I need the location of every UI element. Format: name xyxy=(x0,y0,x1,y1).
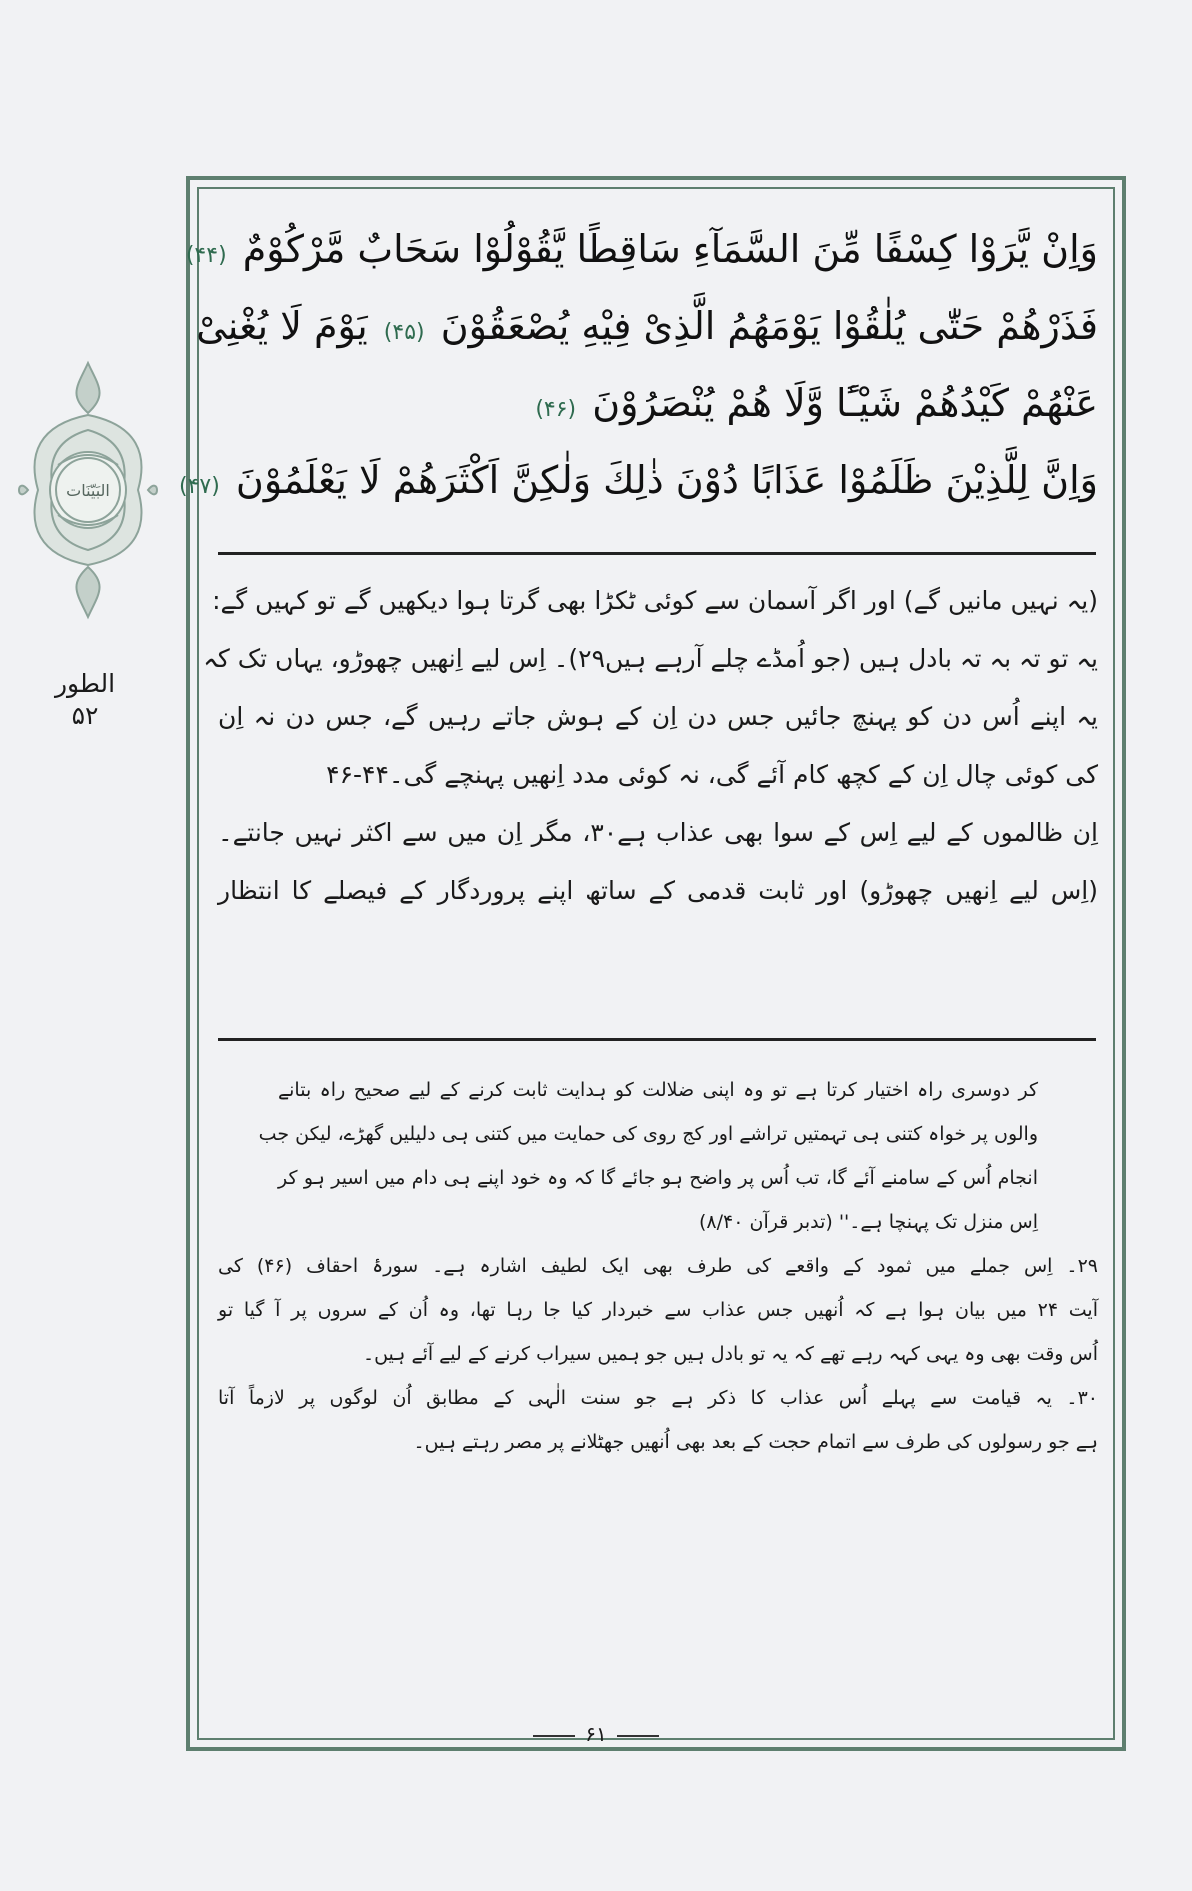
commentary-line: ۲۹۔ اِس جملے میں ثمود کے واقعے کی طرف بھی ایک لطیف اشارہ ہے۔ سورۂ احقاف (۴۶) کی xyxy=(218,1255,1098,1277)
commentary-line: آیت ۲۴ میں بیان ہوا ہے کہ اُنھیں جس عذاب سے خبردار کیا جا رہا تھا، وہ اُن کے سروں پر آ گیا تو xyxy=(218,1299,1099,1321)
verse-line-4 xyxy=(179,445,1098,522)
translation-block xyxy=(203,572,1098,920)
ornament-text: البَیّنَات xyxy=(66,481,110,500)
verse-marker-icon: (۴۵) xyxy=(383,320,425,345)
verse-marker-icon: (۴۶) xyxy=(535,397,577,422)
commentary-line: کر دوسری راہ اختیار کرتا ہے تو وہ اپنی ضلالت کو ہدایت ثابت کرنے کے لیے صحیح راہ بتانے xyxy=(278,1079,1038,1101)
verse-line-3 xyxy=(218,368,1098,445)
verse-marker-icon: (۴۷) xyxy=(179,474,220,499)
verse-text: وَاِنْ یَّرَوْا کِسْفًا مِّنَ السَّمَآءِ سَاقِطًا یَّقُوْلُوْا سَحَابٌ مَّرْکُوْمٌ xyxy=(242,227,1098,271)
commentary-line: والوں پر خواہ کتنی ہی تہمتیں تراشے اور کج روی کی حمایت میں کتنی ہی دلیلیں گھڑے، لیکن جب xyxy=(258,1123,1038,1145)
verse-line-2 xyxy=(196,291,1098,368)
surah-label xyxy=(45,668,125,732)
surah-ornament-medallion xyxy=(8,355,168,625)
commentary-block xyxy=(218,1068,1098,1464)
surah-number: ۵۲ xyxy=(71,701,99,730)
translation-line: کی کوئی چال اِن کے کچھ کام آئے گی، نہ کوئی مدد اِنھیں پہنچے گی۔۴۴-۴۶ xyxy=(326,760,1098,789)
verse-marker-icon: (۴۴) xyxy=(185,243,227,268)
surah-name: الطور xyxy=(54,669,116,698)
verse-text: فَذَرْهُمْ حَتّٰی یُلٰقُوْا یَوْمَهُمُ الَّذِیْ فِیْهِ یُصْعَقُوْنَ xyxy=(440,304,1098,348)
footnote-29 xyxy=(218,1244,1098,1376)
translation-line: یہ اپنے اُس دن کو پہنچ جائیں جس دن اِن کے ہوش جاتے رہیں گے، جس دن نہ اِن xyxy=(218,702,1098,731)
commentary-line: اُس وقت بھی وہ یہی کہہ رہے تھے کہ یہ تو بادل ہیں جو ہمیں سیراب کرنے کے لیے آئے ہیں۔ xyxy=(362,1343,1098,1365)
quran-verses xyxy=(179,214,1098,522)
section-divider xyxy=(218,552,1096,555)
translation-line: یہ تو تہ بہ تہ بادل ہیں (جو اُمڈے چلے آرہے ہیں۲۹)۔ اِس لیے اِنھیں چھوڑو، یہاں تک کہ xyxy=(203,644,1098,673)
dash-right xyxy=(617,1735,659,1737)
commentary-line: ۳۰۔ یہ قیامت سے پہلے اُس عذاب کا ذکر ہے جو سنت الٰہی کے مطابق اُن لوگوں پر لازماً آتا xyxy=(218,1387,1098,1409)
verse-text: یَوْمَ لَا یُغْنِیْ xyxy=(196,304,368,348)
footnote-30 xyxy=(218,1376,1098,1464)
commentary-quote xyxy=(218,1068,1098,1244)
verse-text: وَاِنَّ لِلَّذِیْنَ ظَلَمُوْا عَذَابًا دُوْنَ ذٰلِكَ وَلٰكِنَّ اَکْثَرَهُمْ لَا یَعْلَمُوْنَ xyxy=(235,458,1098,502)
commentary-line: انجام اُس کے سامنے آئے گا، تب اُس پر واضح ہو جائے گا کہ وہ خود اپنے ہی دام میں اسیر ہو کر xyxy=(278,1167,1038,1189)
page-footer xyxy=(0,1722,1192,1746)
dash-left xyxy=(533,1735,575,1737)
verse-text: عَنْهُمْ کَیْدُهُمْ شَیْـًٔا وَّلَا هُمْ یُنْصَرُوْنَ xyxy=(592,381,1098,425)
commentary-line: ہے جو رسولوں کی طرف سے اتمام حجت کے بعد بھی اُنھیں جھٹلانے پر مصر رہتے ہیں۔ xyxy=(413,1431,1098,1453)
translation-line: اِن ظالموں کے لیے اِس کے سوا بھی عذاب ہے۳۰، مگر اِن میں سے اکثر نہیں جانتے۔ xyxy=(218,818,1098,847)
translation-line: (یہ نہیں مانیں گے) اور اگر آسمان سے کوئی ٹکڑا بھی گرتا ہوا دیکھیں گے تو کہیں گے: xyxy=(212,586,1098,615)
verse-line-1 xyxy=(185,214,1098,291)
commentary-line: اِس منزل تک پہنچا ہے۔'' (تدبر قرآن ۸/۴۰) xyxy=(699,1211,1038,1233)
footnote-divider xyxy=(218,1038,1096,1041)
page-number: ۶۱ xyxy=(585,1722,607,1746)
translation-line: (اِس لیے اِنھیں چھوڑو) اور ثابت قدمی کے ساتھ اپنے پروردگار کے فیصلے کا انتظار xyxy=(218,876,1098,905)
